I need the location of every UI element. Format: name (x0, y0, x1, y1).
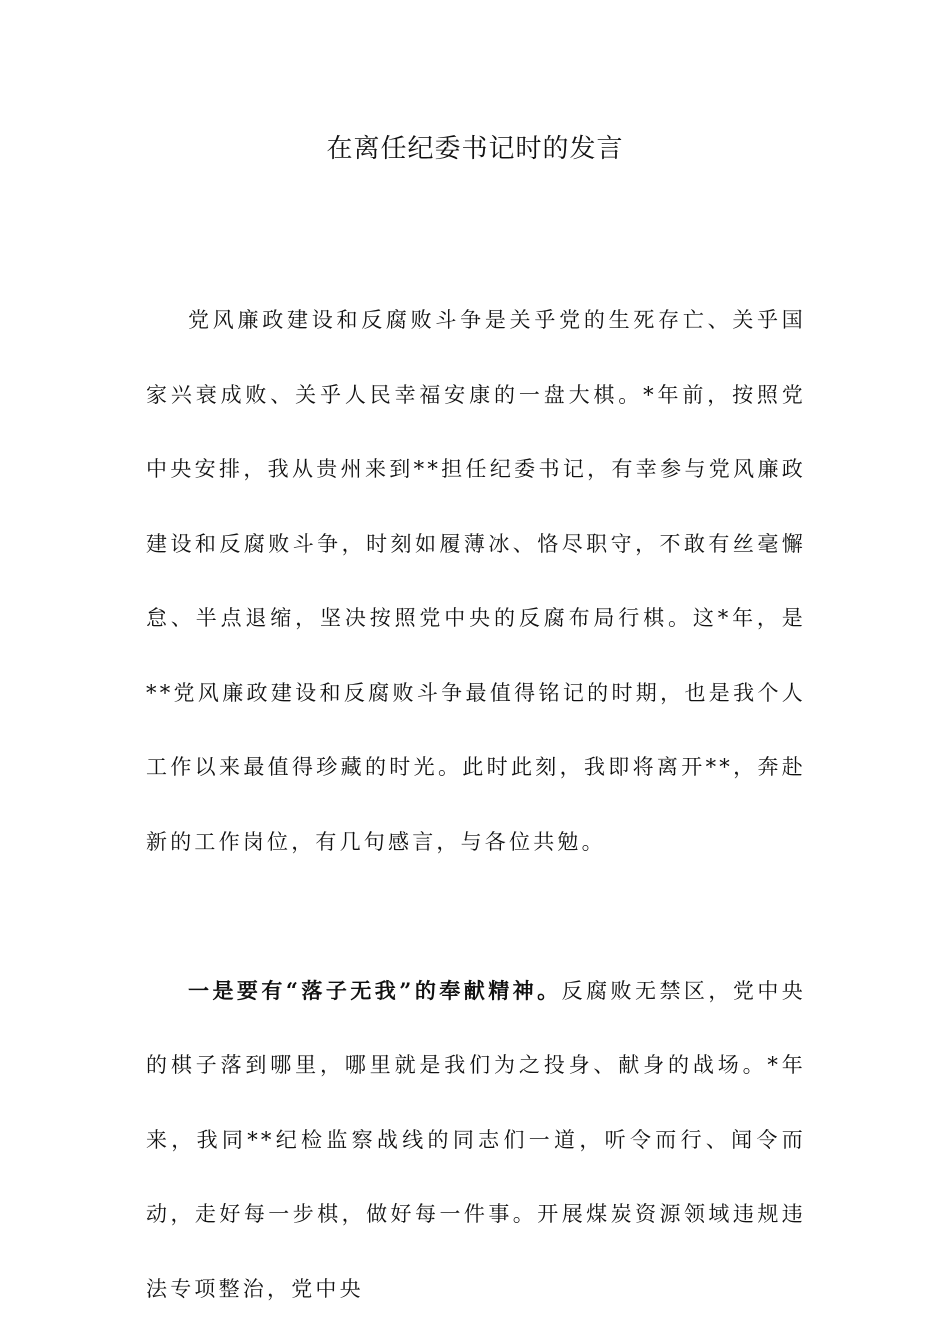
paragraph-point-one (146, 954, 806, 1327)
paragraph-point-one-text: 反腐败无禁区，党中央的棋子落到哪里，哪里就是我们为之投身、献身的战场。*年来，我同**纪检监察战线的同志们一道，听令而行、闻令而动，走好每一步棋，做好每一件事。开展煤炭资源领域违规违法专项整治，党中央 (146, 978, 806, 1301)
document-title: 在离任纪委书记时的发言 (326, 134, 624, 164)
paragraph-intro (146, 283, 806, 879)
paragraph-intro-text: 党风廉政建设和反腐败斗争是关乎党的生死存亡、关乎国家兴衰成败、关乎人民幸福安康的一盘大棋。*年前，按照党中央安排，我从贵州来到**担任纪委书记，有幸参与党风廉政建设和反腐败斗争，时刻如履薄冰、恪尽职守，不敢有丝毫懈怠、半点退缩，坚决按照党中央的反腐布局行棋。这*年，是**党风廉政建设和反腐败斗争最值得铭记的时期，也是我个人工作以来最值得珍藏的时光。此时此刻，我即将离开**，奔赴新的工作岗位，有几句感言，与各位共勉。 (146, 308, 806, 854)
paragraph-point-one-heading: 一是要有“落子无我”的奉献精神。 (188, 977, 562, 1003)
document-body (146, 283, 806, 1326)
